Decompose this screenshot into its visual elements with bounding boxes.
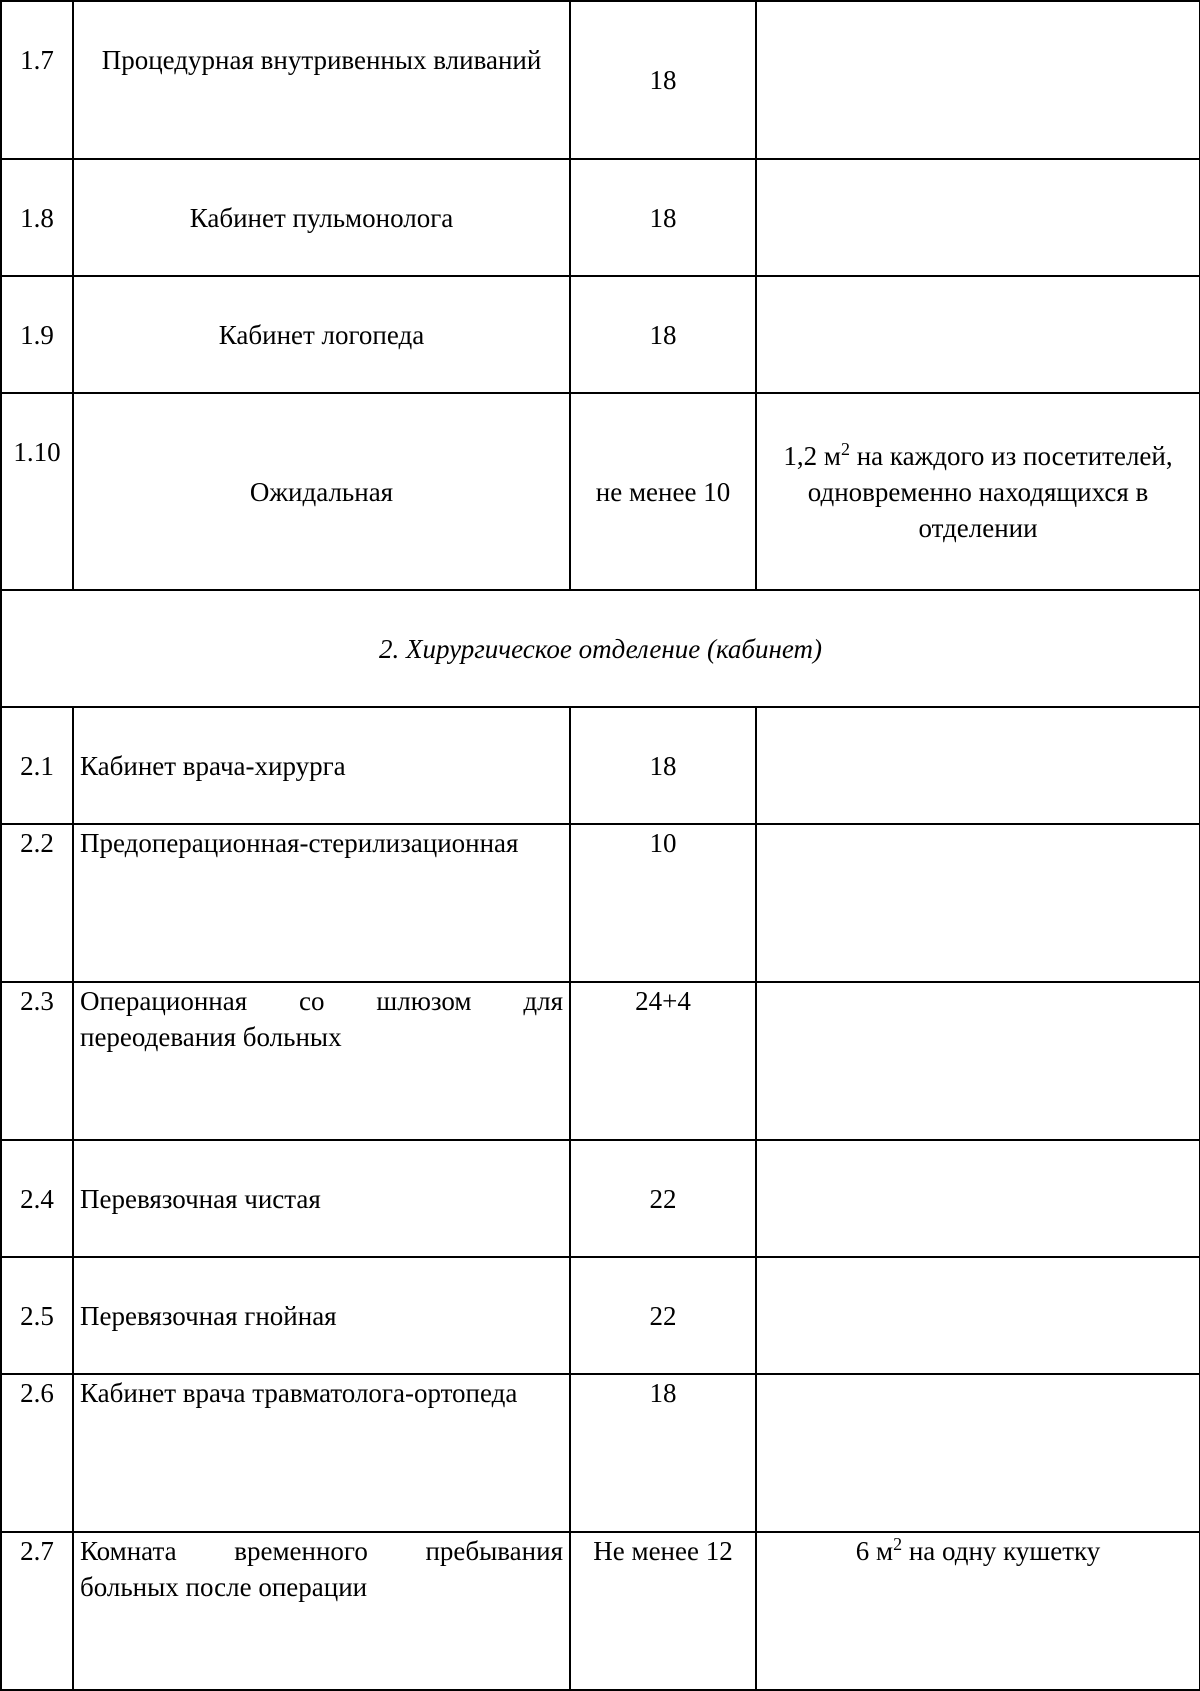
room-note bbox=[756, 1532, 1200, 1690]
room-name: Комната временного пребывания больных после операции bbox=[73, 1532, 570, 1690]
room-area: 22 bbox=[570, 1257, 756, 1374]
room-name: Перевязочная чистая bbox=[73, 1140, 570, 1257]
note-superscript: 2 bbox=[840, 438, 850, 459]
row-number: 1.9 bbox=[1, 276, 73, 393]
room-note bbox=[756, 1140, 1200, 1257]
room-area: 24+4 bbox=[570, 982, 756, 1140]
note-text: 6 м bbox=[855, 1536, 894, 1566]
room-area: 18 bbox=[570, 1, 756, 159]
room-area: не менее 10 bbox=[570, 393, 756, 590]
room-area: 18 bbox=[570, 276, 756, 393]
room-note bbox=[756, 982, 1200, 1140]
room-name: Операционная со шлюзом для переодевания больных bbox=[73, 982, 570, 1140]
table-row bbox=[1, 1374, 1200, 1532]
row-number: 1.8 bbox=[1, 159, 73, 276]
table-row bbox=[1, 1257, 1200, 1374]
room-name: Кабинет врача травматолога-ортопеда bbox=[73, 1374, 570, 1532]
table-row bbox=[1, 707, 1200, 824]
room-note bbox=[756, 1374, 1200, 1532]
note-text: на каждого из посетителей, одновременно находящихся в отделении bbox=[807, 440, 1173, 543]
room-name: Ожидальная bbox=[73, 393, 570, 590]
row-number: 2.6 bbox=[1, 1374, 73, 1532]
room-note bbox=[756, 824, 1200, 982]
room-area: 18 bbox=[570, 159, 756, 276]
table-row bbox=[1, 159, 1200, 276]
room-note bbox=[756, 1, 1200, 159]
room-area: 18 bbox=[570, 1374, 756, 1532]
note-superscript: 2 bbox=[893, 1534, 903, 1554]
room-name: Кабинет пульмонолога bbox=[73, 159, 570, 276]
row-number: 2.1 bbox=[1, 707, 73, 824]
table-row bbox=[1, 824, 1200, 982]
table-row bbox=[1, 393, 1200, 590]
room-area: 10 bbox=[570, 824, 756, 982]
note-text: 1,2 м bbox=[783, 440, 841, 471]
row-number: 1.10 bbox=[1, 393, 73, 590]
room-note bbox=[756, 159, 1200, 276]
section-title: 2. Хирургическое отделение (кабинет) bbox=[1, 590, 1200, 707]
table-row bbox=[1, 1140, 1200, 1257]
table-row bbox=[1, 1, 1200, 159]
table-row bbox=[1, 982, 1200, 1140]
room-name: Процедурная внутривенных вливаний bbox=[73, 1, 570, 159]
room-area: 22 bbox=[570, 1140, 756, 1257]
row-number: 2.4 bbox=[1, 1140, 73, 1257]
row-number: 2.3 bbox=[1, 982, 73, 1140]
table-row bbox=[1, 1532, 1200, 1690]
row-number: 2.2 bbox=[1, 824, 73, 982]
row-number: 2.5 bbox=[1, 1257, 73, 1374]
table-row bbox=[1, 276, 1200, 393]
row-number: 2.7 bbox=[1, 1532, 73, 1690]
room-name: Кабинет врача-хирурга bbox=[73, 707, 570, 824]
row-number: 1.7 bbox=[1, 1, 73, 159]
note-text: на одну кушетку bbox=[902, 1536, 1101, 1566]
room-note bbox=[756, 707, 1200, 824]
section-row bbox=[1, 590, 1200, 707]
room-name: Перевязочная гнойная bbox=[73, 1257, 570, 1374]
room-note bbox=[756, 276, 1200, 393]
room-note bbox=[756, 393, 1200, 590]
room-note bbox=[756, 1257, 1200, 1374]
room-area: 18 bbox=[570, 707, 756, 824]
room-name: Предоперационная-стерилизационная bbox=[73, 824, 570, 982]
room-area: Не менее 12 bbox=[570, 1532, 756, 1690]
room-name: Кабинет логопеда bbox=[73, 276, 570, 393]
